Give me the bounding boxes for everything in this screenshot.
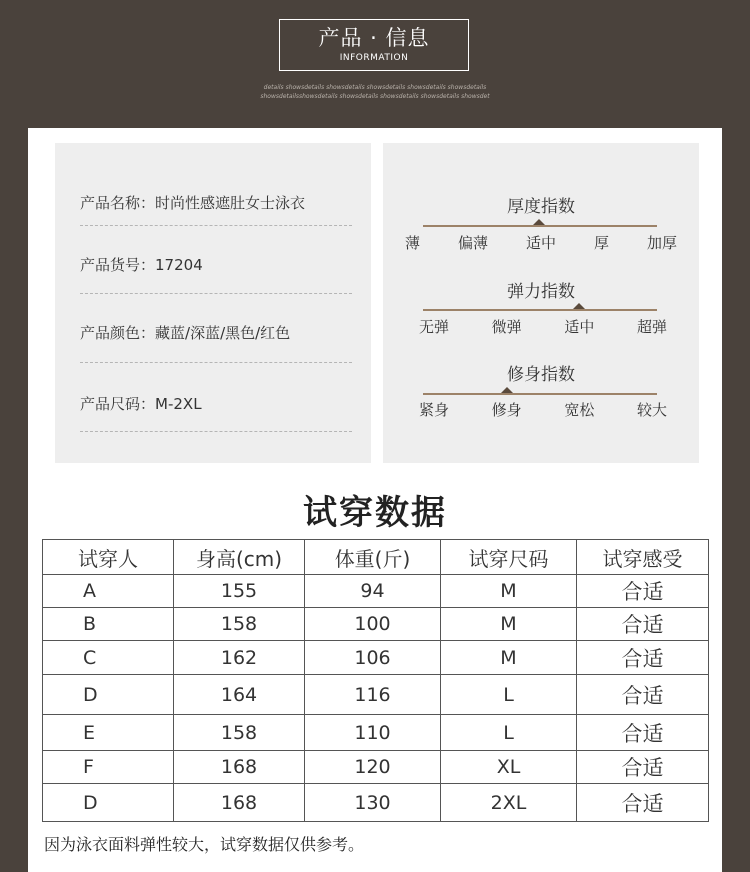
divider <box>80 362 352 363</box>
column-header: 试穿尺码 <box>441 540 577 575</box>
table-cell: D <box>43 784 174 822</box>
table-cell: 106 <box>305 641 441 675</box>
index-option: 厚 <box>593 234 609 252</box>
index-marker-elasticity <box>573 303 585 309</box>
index-option: 紧身 <box>419 401 450 419</box>
table-cell: 162 <box>174 641 305 675</box>
disclaimer-note: 因为泳衣面料弹性较大，试穿数据仅供参考。 <box>44 835 365 854</box>
index-scale-thickness <box>423 225 657 227</box>
table-cell: 168 <box>174 784 305 822</box>
table-cell: 120 <box>305 751 441 784</box>
table-cell: XL <box>441 751 577 784</box>
table-header-row <box>43 540 709 575</box>
index-option: 适中 <box>525 234 556 252</box>
table-cell: M <box>441 641 577 675</box>
table-cell: D <box>43 675 174 715</box>
table-cell: 合适 <box>577 675 709 715</box>
spec-label: 产品颜色： <box>80 324 156 342</box>
table-cell: 168 <box>174 751 305 784</box>
table-cell: 158 <box>174 608 305 641</box>
table-cell: 合适 <box>577 641 709 675</box>
trial-title: 试穿数据 <box>303 493 447 533</box>
table-row <box>43 608 709 641</box>
table-cell: L <box>441 715 577 751</box>
table-cell: E <box>43 715 174 751</box>
table-cell: A <box>43 575 174 608</box>
table-cell: L <box>441 675 577 715</box>
tagline-line-1: details showsdetails showsdetails showsdetails showsdetails showsdetails <box>263 84 487 91</box>
table-cell: 合适 <box>577 575 709 608</box>
table-row <box>43 784 709 822</box>
spec-value: 17204 <box>155 256 203 274</box>
spec-row-name <box>80 192 350 213</box>
title-box <box>279 19 469 71</box>
table-cell: 130 <box>305 784 441 822</box>
spec-box <box>55 143 371 463</box>
spec-value: 藏蓝/深蓝/黑色/红色 <box>155 324 291 342</box>
column-header: 试穿感受 <box>577 540 709 575</box>
spec-label: 产品尺码： <box>80 395 156 413</box>
trial-table <box>42 539 709 822</box>
index-options-fit <box>419 399 667 420</box>
table-cell: C <box>43 641 174 675</box>
spec-value: M-2XL <box>155 395 202 413</box>
table-cell: B <box>43 608 174 641</box>
index-box <box>383 143 699 463</box>
table-cell: 116 <box>305 675 441 715</box>
index-scale-elasticity <box>423 309 657 311</box>
index-title-fit: 修身指数 <box>507 365 575 385</box>
table-row <box>43 641 709 675</box>
table-row <box>43 751 709 784</box>
index-option: 无弹 <box>419 318 450 336</box>
spec-value: 时尚性感遮肚女士泳衣 <box>155 194 306 212</box>
tagline-line-2: showsdetailsshowsdetails showsdetails showsdetails showsdetails showsdet <box>260 93 490 100</box>
spec-label: 产品货号： <box>80 256 156 274</box>
index-option: 偏薄 <box>457 234 488 252</box>
header-band <box>0 0 750 128</box>
table-cell: 合适 <box>577 751 709 784</box>
table-row <box>43 575 709 608</box>
column-header: 身高(cm) <box>174 540 305 575</box>
table-cell: 155 <box>174 575 305 608</box>
spec-row-color <box>80 322 350 343</box>
index-option: 加厚 <box>646 234 677 252</box>
tagline <box>190 83 560 101</box>
divider <box>80 225 352 226</box>
index-options-thickness <box>405 232 677 253</box>
column-header: 试穿人 <box>43 540 174 575</box>
table-cell: 合适 <box>577 608 709 641</box>
table-cell: M <box>441 575 577 608</box>
index-scale-fit <box>423 393 657 395</box>
spec-label: 产品名称： <box>80 194 156 212</box>
table-cell: 100 <box>305 608 441 641</box>
index-marker-thickness <box>533 219 545 225</box>
index-title-elasticity: 弹力指数 <box>507 282 575 302</box>
index-option: 适中 <box>564 318 595 336</box>
table-cell: 合适 <box>577 784 709 822</box>
index-options-elasticity <box>419 316 667 337</box>
page-title: 产品 · 信息 <box>318 26 430 50</box>
spec-row-sku <box>80 254 350 275</box>
index-option: 宽松 <box>564 401 595 419</box>
page-subtitle: INFORMATION <box>339 53 409 63</box>
table-cell: 158 <box>174 715 305 751</box>
divider <box>80 293 352 294</box>
spec-row-size <box>80 393 350 414</box>
table-cell: 110 <box>305 715 441 751</box>
index-title-thickness: 厚度指数 <box>507 197 575 217</box>
index-option: 薄 <box>405 234 421 252</box>
index-option: 超弹 <box>636 318 667 336</box>
table-row <box>43 715 709 751</box>
table-cell: F <box>43 751 174 784</box>
index-option: 较大 <box>636 401 667 419</box>
index-marker-fit <box>501 387 513 393</box>
table-row <box>43 675 709 715</box>
index-option: 修身 <box>491 401 522 419</box>
table-cell: 94 <box>305 575 441 608</box>
column-header: 体重(斤) <box>305 540 441 575</box>
table-cell: 2XL <box>441 784 577 822</box>
index-option: 微弹 <box>491 318 522 336</box>
divider <box>80 431 352 432</box>
table-cell: 合适 <box>577 715 709 751</box>
table-cell: M <box>441 608 577 641</box>
table-cell: 164 <box>174 675 305 715</box>
